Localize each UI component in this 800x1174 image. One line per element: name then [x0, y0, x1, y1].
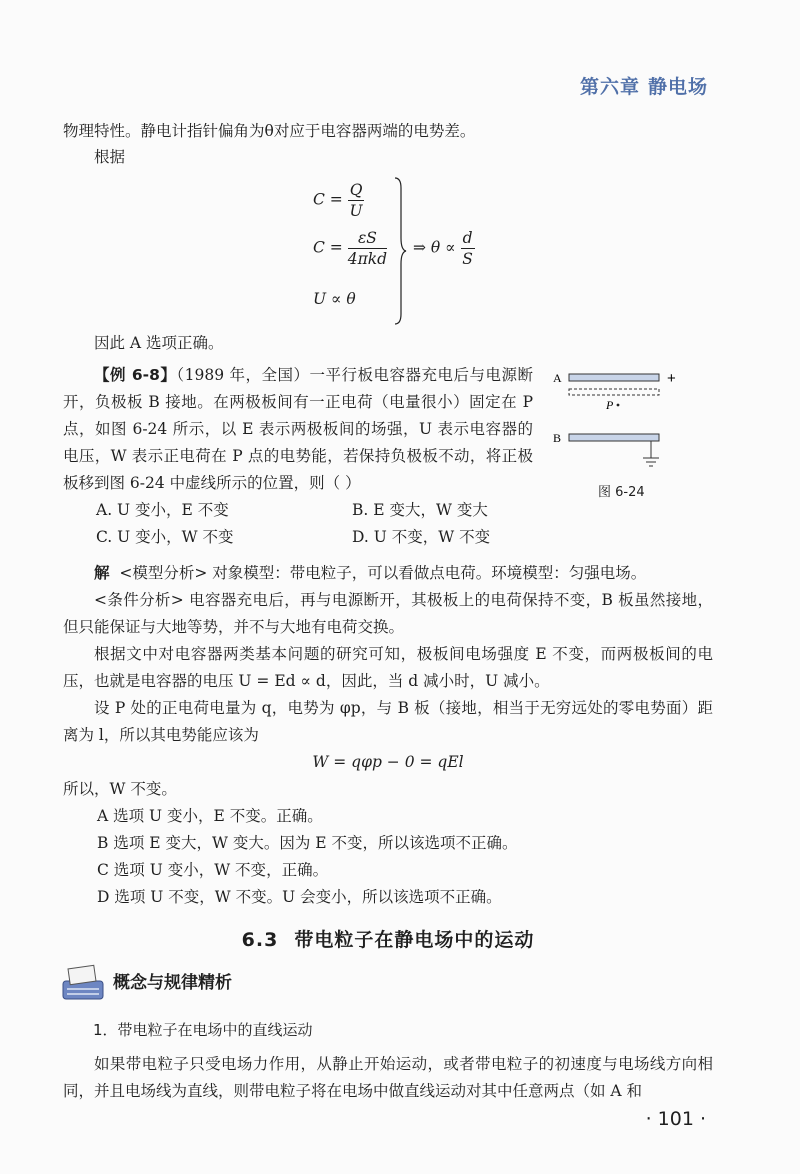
eq1-den: U: [349, 202, 363, 220]
answer-a: A 选项 U 变小，E 不变。正确。: [97, 807, 323, 825]
eq2-num: εS: [348, 228, 387, 249]
example-body: （1989 年，全国）一平行板电容器充电后与电源断开，负极板 B 接地。在两极板间有一正电荷（电量很小）固定在 P 点，如图 6-24 所示，以 E 表示两极板间的场强，U 表示电容器的电压，W 表示正电荷在 P 点的电势能，若保持负极板不动，将正极板移到图 6-24 中虚线所示的位置，则（ ）: [63, 366, 534, 492]
concept-heading: [57, 963, 713, 1003]
answer-b: B 选项 E 变大，W 变大。因为 E 不变，所以该选项不正确。: [97, 834, 518, 852]
plate-b: [569, 434, 659, 441]
chapter-header: [572, 72, 708, 99]
intro-line: 物理特性。静电计指针偏角为θ对应于电容器两端的电势差。: [63, 122, 476, 140]
rhs-text: ⇒ θ ∝: [413, 238, 456, 257]
example-label: 【例 6-8】: [94, 366, 177, 384]
dashed-plate: [569, 389, 659, 395]
solution-p2: <条件分析> 电容器充电后，再与电源断开，其极板上的电荷保持不变，B 板虽然接地，但只能保证与大地等势，并不与大地有电荷交换。: [63, 591, 713, 636]
rhs-fraction: [461, 228, 475, 269]
point-p: [617, 404, 620, 407]
right-brace-icon: [393, 176, 407, 326]
solution-label: 解: [94, 563, 110, 582]
solution-p1: [63, 559, 713, 587]
solution-p1-text: <模型分析> 对象模型：带电粒子，可以看做点电荷。环境模型：匀强电场。: [119, 564, 647, 582]
option-d: D. U 不变，W 不变: [352, 528, 491, 546]
rhs-num: d: [462, 229, 473, 247]
section-name: 带电粒子在静电场中的运动: [294, 929, 535, 951]
eq2-fraction: [348, 228, 387, 269]
plate-b-label: B: [553, 431, 562, 445]
solution-p3: 根据文中对电容器两类基本问题的研究可知，极板间电场强度 E 不变，而两极板间的电压，也就是电容器的电压 U = Ed ∝ d，因此，当 d 减小时，U 减小。: [63, 645, 713, 690]
conclusion-1: 因此 A 选项正确。: [94, 334, 224, 352]
formula-result: [413, 228, 475, 269]
example-text: [63, 362, 533, 497]
rhs-den: S: [462, 250, 473, 268]
concept-title: 概念与规律精析: [113, 973, 232, 993]
plate-a: [569, 374, 659, 381]
figure-caption: 图 6-24: [598, 485, 645, 500]
solution-p4: 设 P 处的正电荷电量为 q，电势为 φp，与 B 板（接地，相当于无穷远处的零电势面）距离为 l，所以其电势能应该为: [63, 699, 713, 744]
capacitor-figure: [551, 368, 701, 493]
example-6-8: [63, 362, 713, 551]
answer-d: D 选项 U 不变，W 不变。U 会变小，所以该选项不正确。: [97, 888, 502, 906]
chapter-number: 第六章: [579, 76, 640, 98]
solution: [63, 559, 713, 911]
eq1-lhs: C =: [313, 190, 343, 209]
formula-eq3: U ∝ θ: [313, 290, 356, 308]
page-number: · 101 ·: [645, 1108, 706, 1130]
formula-eq2: [313, 228, 387, 269]
according-text: 根据: [94, 148, 126, 166]
plate-a-label: A: [553, 371, 562, 385]
option-b: B. E 变大，W 变大: [352, 501, 488, 519]
subsection-heading: 1．带电粒子在电场中的直线运动: [93, 1021, 313, 1039]
option-a: A. U 变小，E 不变: [96, 501, 229, 519]
answer-c: C 选项 U 变小，W 不变，正确。: [97, 861, 329, 879]
typewriter-icon: [57, 963, 107, 1003]
final-paragraph: 如果带电粒子只受电场力作用，从静止开始运动，或者带电粒子的初速度与电场线方向相同，并且电场线为直线，则带电粒子将在电场中做直线运动对其中任意两点（如 A 和: [63, 1055, 713, 1100]
eq1-num: Q: [349, 181, 363, 199]
section-title: [63, 927, 713, 953]
option-c: C. U 变小，W 不变: [96, 528, 234, 546]
eq2-den: 4πkd: [347, 250, 388, 268]
formula-eq1: [313, 180, 364, 221]
solution-p5: 所以，W 不变。: [63, 780, 177, 798]
plus-sign: +: [667, 370, 676, 387]
point-p-label: P: [606, 398, 614, 412]
eq2-lhs: C =: [313, 238, 343, 257]
section-number: 6.3: [241, 929, 279, 951]
page-content: [63, 118, 713, 1105]
formula-block: [313, 176, 713, 326]
eq1-fraction: [348, 180, 365, 221]
answer-analysis: [63, 803, 713, 911]
solution-equation: W = qφp − 0 = qEl: [312, 753, 464, 771]
chapter-title: 静电场: [647, 76, 708, 98]
